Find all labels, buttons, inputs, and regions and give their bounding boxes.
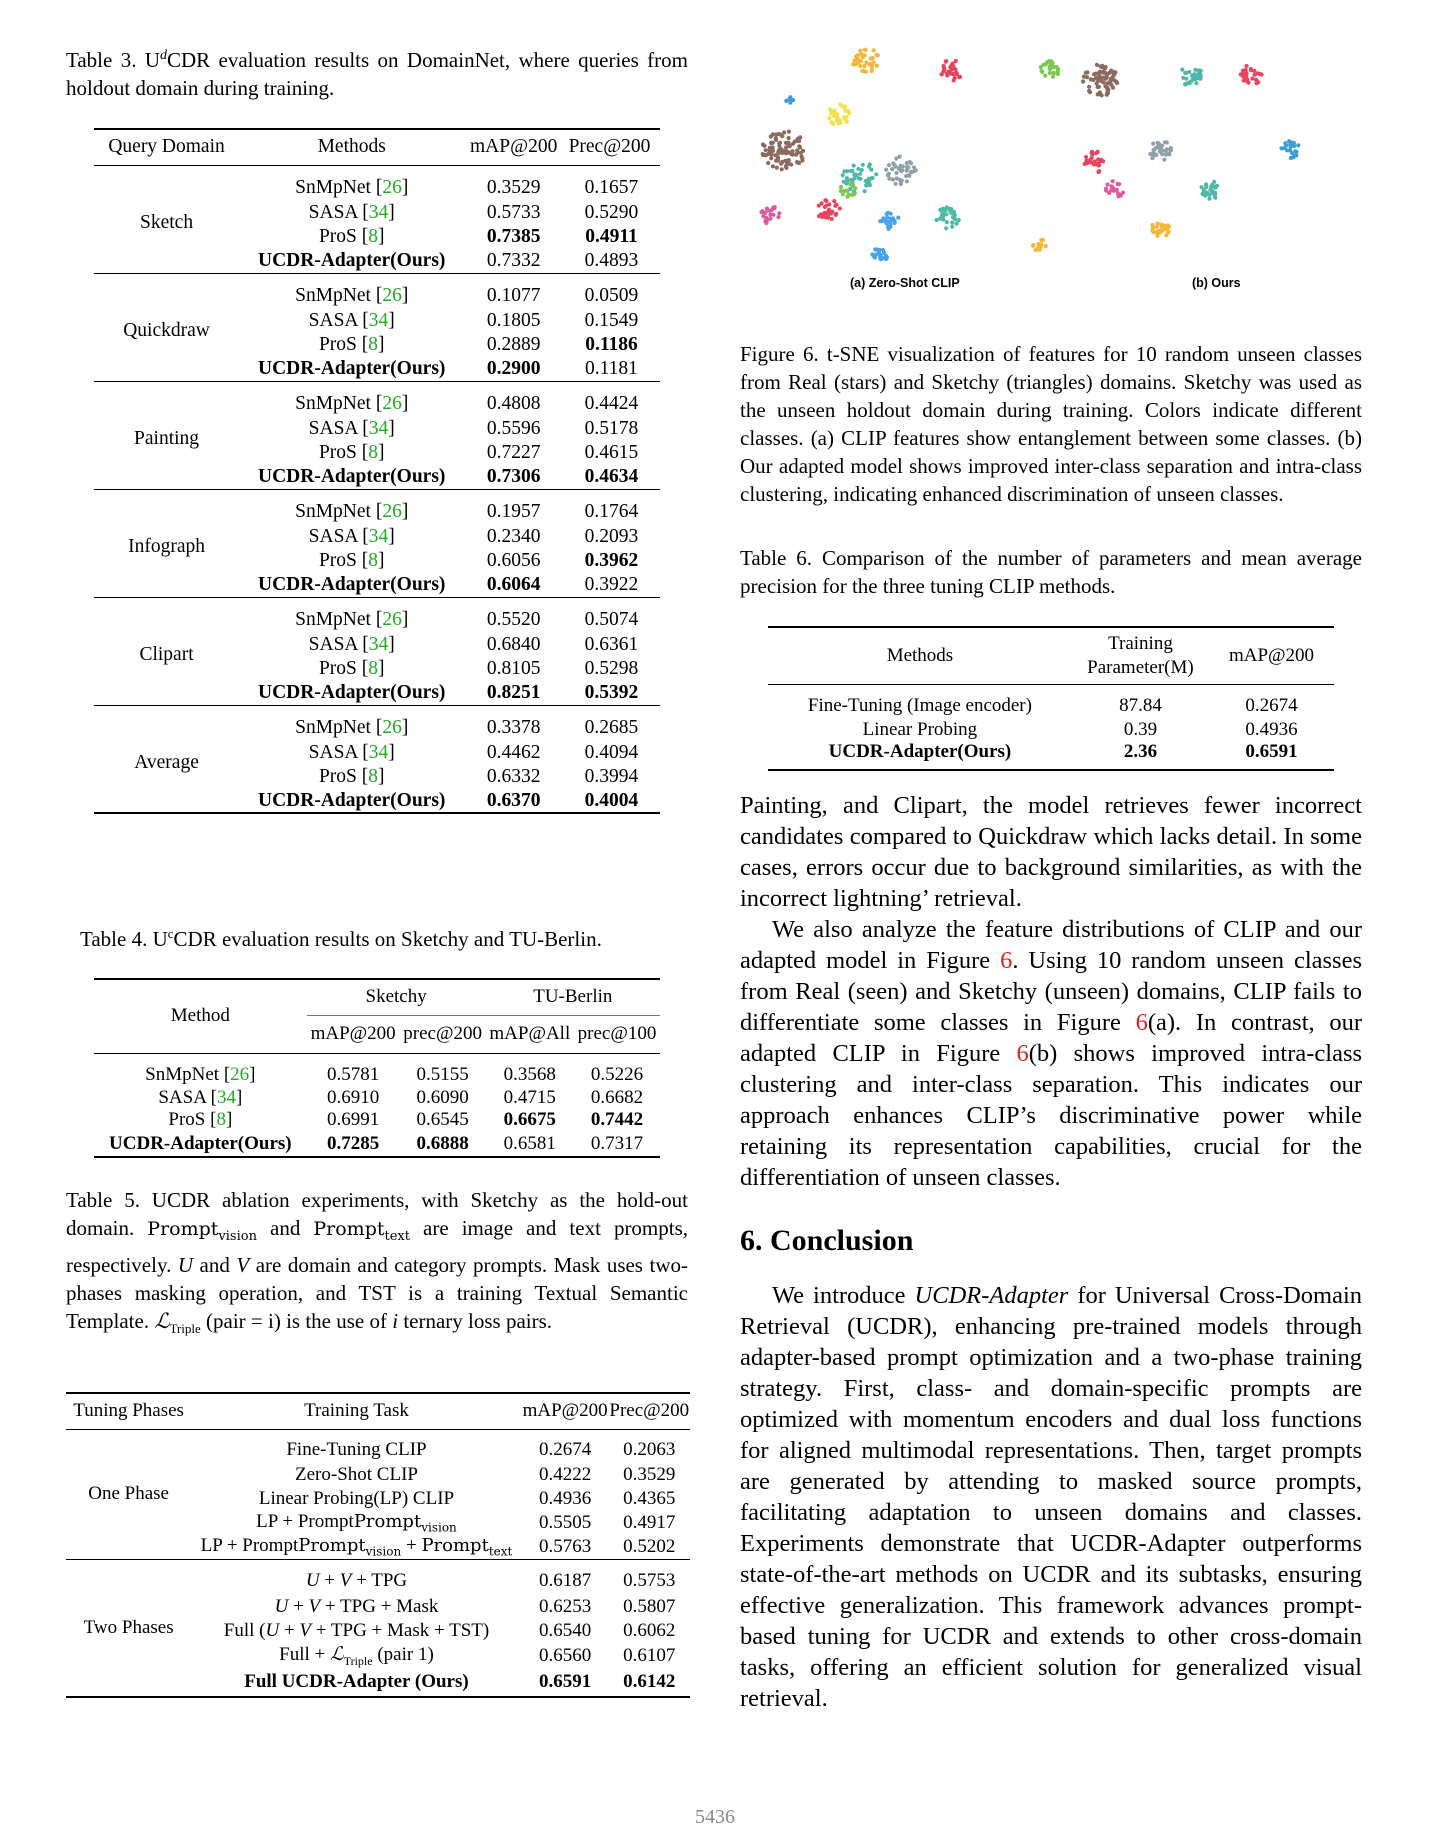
t3-method: SASA [34] [308,418,395,439]
conclusion-paragraph: We introduce UCDR-Adapter for Universal Cross-Domain Retrieval (UCDR), enhancing pre-trained models through adapter-based prompt optimization and a two-phase training strategy. First, class- and domain-specific prompts are optimized with momentum encoders and dual loss functions for aligned multimodal representations. Then, target prompts are generated by attending to masked source prompts, facilitating adaptation to unseen domains and classes. Experiments demonstrate that UCDR-Adapter outperforms state-of-the-art methods on UCDR and its subtasks, ensuring effective generalization. This framework advances prompt-based tuning for UCDR and extends to other cross-domain tasks, offering an efficient solution for generalized visual retrieval. [740,1282,1362,1712]
t3-prec: 0.3922 [584,573,639,595]
t5-phase-one: One Phase [88,1483,169,1505]
figure-ref-link[interactable]: 6 [1016,1040,1029,1067]
citation-link[interactable]: 26 [382,501,402,523]
t4-method: ProS [8] [168,1109,233,1130]
tsne-cluster [817,198,842,221]
t6-map: 0.6591 [1245,740,1298,762]
t5-map: 0.4936 [539,1488,592,1509]
table5-caption: Table 5. UCDR ablation experiments, with Sketchy as the hold-out domain. Prompt$_{vision}$ and Prompt$_{text}$ are image and text prompts, respectively. U and V are domain and category prompts. Mask uses two-phases masking operation, and TST is a training Textual Semantic Template. ℒ$_{Triple}$ (pair = i) is the use of i ternary loss pairs. [66,1188,689,1336]
t4-value: 0.7285 [327,1132,380,1154]
table-row [94,273,660,309]
t5-header-prec: Prec@200 [609,1400,690,1422]
t4-value: 0.6581 [503,1132,556,1154]
table-row [94,489,660,525]
t4-value: 0.6090 [416,1087,469,1108]
t5-task: LP + PromptPrompt$_{vision}$ [256,1511,457,1535]
t3-prec: 0.1186 [585,334,638,355]
t5-map: 0.5763 [539,1535,592,1557]
table-row [768,719,1334,741]
t3-map: 0.1957 [486,501,541,523]
citation-link[interactable]: 8 [368,766,378,787]
t3-map: 0.7385 [486,226,541,247]
t3-domain: Infograph [128,536,205,557]
t3-map: 0.6370 [486,789,541,811]
t6-map: 0.4936 [1245,718,1298,740]
t3-method: UCDR-Adapter(Ours) [258,357,446,379]
t5-task: Linear Probing(LP) CLIP [258,1488,455,1509]
t4-value: 0.6675 [503,1109,556,1130]
t6-header-training: Training Parameter(M) [1087,633,1194,678]
t6-method: Fine-Tuning (Image encoder) [807,694,1032,716]
t3-map: 0.4462 [486,742,541,763]
t5-prec: 0.6107 [623,1644,676,1666]
t5-map: 0.6540 [539,1620,592,1642]
t3-header-methods: Methods [317,136,386,158]
citation-link[interactable]: 26 [382,285,402,307]
t3-domain: Painting [134,428,200,449]
t3-domain: Clipart [139,644,194,665]
page-number: 5436 [695,1806,735,1828]
t3-method: ProS [8] [318,442,385,463]
t3-map: 0.2889 [486,334,541,355]
t3-method: UCDR-Adapter(Ours) [258,465,446,487]
t5-map: 0.6187 [539,1570,592,1592]
t3-map: 0.2900 [486,357,541,379]
t3-method: ProS [8] [318,334,385,355]
t4-header-sketchy: Sketchy [307,979,486,1015]
t5-map: 0.4222 [539,1464,592,1485]
t3-method: UCDR-Adapter(Ours) [258,789,446,811]
tsne-cluster [1150,221,1171,238]
t3-map: 0.3529 [486,177,541,199]
t5-phase-two: Two Phases [83,1616,174,1638]
t4-method: UCDR-Adapter(Ours) [109,1132,292,1154]
table5 [66,1392,690,1698]
t3-method: ProS [8] [318,226,385,247]
tsne-cluster [1200,180,1220,201]
citation-link[interactable]: 34 [216,1087,236,1108]
t4-value: 0.5226 [590,1064,644,1086]
figure-ref-link[interactable]: 6 [1135,1009,1148,1036]
t3-prec: 0.4615 [584,442,639,463]
t3-map: 0.5596 [486,418,541,439]
t5-header-map: mAP@200 [522,1400,608,1422]
t3-prec: 0.1181 [585,357,638,379]
t3-method: ProS [8] [318,658,385,679]
tsne-cluster [1083,150,1106,174]
t3-prec: 0.4634 [584,465,639,487]
t3-method: SnMpNet [26] [295,501,409,523]
t3-map: 0.8251 [486,681,541,703]
t5-header-task: Training Task [304,1400,409,1422]
t4-value: 0.3568 [503,1064,556,1086]
table-row [94,1053,660,1087]
t4-value: 0.6545 [416,1109,469,1130]
t5-map: 0.6560 [539,1644,592,1666]
t3-header-domain: Query Domain [108,136,225,158]
t3-map: 0.5520 [486,609,541,631]
section-heading-conclusion: 6. Conclusion [740,1224,914,1257]
t3-method: UCDR-Adapter(Ours) [258,249,446,271]
t5-map: 0.5505 [539,1512,592,1533]
t3-method: SASA [34] [308,742,395,763]
t5-map: 0.6253 [539,1596,592,1618]
t3-prec: 0.5392 [584,681,639,703]
t6-method: Linear Probing [862,718,978,740]
citation-link[interactable]: 8 [368,334,378,355]
citation-link[interactable]: 34 [368,418,389,439]
t6-params: 0.39 [1123,718,1158,740]
t5-task: Full + ℒ$_{Triple}$ (pair 1) [279,1644,434,1668]
t3-prec: 0.4424 [584,393,639,415]
citation-link[interactable]: 34 [368,202,389,223]
t3-map: 0.7306 [486,465,541,487]
t3-domain: Quickdraw [123,320,210,341]
table3 [94,128,660,814]
tsne-cluster [878,211,900,231]
t3-prec: 0.5074 [584,609,639,631]
table-row [94,381,660,417]
table6 [768,626,1334,771]
t3-prec: 0.4094 [584,742,639,763]
t3-method: UCDR-Adapter(Ours) [258,681,446,703]
tsne-cluster [827,103,851,126]
citation-link[interactable]: 34 [368,634,389,655]
t5-task: LP + PromptPrompt$_{vision}$ + Prompt$_{text}$ [200,1535,513,1559]
citation-link[interactable]: 8 [368,658,378,679]
tsne-cluster [1180,68,1203,87]
citation-link[interactable]: 34 [368,526,389,547]
t3-prec: 0.5290 [584,202,639,223]
t5-prec: 0.6062 [623,1620,676,1642]
t3-map: 0.5733 [486,202,541,223]
figure-ref-link[interactable]: 6 [1000,947,1013,974]
t3-method: SnMpNet [26] [295,717,409,739]
t5-prec: 0.2063 [623,1439,676,1461]
t3-prec: 0.4893 [584,249,639,271]
table-row [94,1087,660,1109]
t4-subheader: prec@100 [577,1023,657,1044]
t4-value: 0.6888 [416,1132,469,1154]
t3-method: SnMpNet [26] [295,393,409,415]
t5-task: U + V + TPG + Mask [274,1596,439,1618]
t4-method: SASA [34] [158,1087,243,1108]
table-row [94,1131,660,1157]
t4-value: 0.6910 [327,1087,380,1108]
t3-method: SASA [34] [308,202,395,223]
t3-method: ProS [8] [318,766,385,787]
t5-prec: 0.3529 [623,1464,676,1485]
t3-prec: 0.6361 [584,634,639,655]
table-row [66,1559,690,1595]
t3-method: UCDR-Adapter(Ours) [258,573,446,595]
tsne-cluster [1039,59,1060,79]
tsne-cluster [935,206,961,231]
t3-prec: 0.1764 [584,501,639,523]
t3-method: SASA [34] [308,310,395,331]
t3-map: 0.7332 [486,249,541,271]
tsne-cluster [1279,139,1300,160]
t3-method: ProS [8] [318,550,385,571]
t3-method: SASA [34] [308,634,395,655]
t6-method: UCDR-Adapter(Ours) [828,740,1012,762]
t3-method: SnMpNet [26] [295,177,409,199]
t4-value: 0.4715 [503,1087,556,1108]
figure6-caption: Figure 6. t-SNE visualization of features for 10 random unseen classes from Real (stars) and Sketchy (triangles) domains. Sketchy was used as the unseen holdout domain during training. Colors indicate different classes. (a) CLIP features show entanglement between some classes. (b) Our adapted model shows improved inter-class separation and intra-class clustering, indicating enhanced discrimination of unseen classes. [740,342,1362,506]
t3-map: 0.6332 [486,766,541,787]
t6-params: 87.84 [1119,694,1162,716]
t5-map: 0.6591 [539,1671,592,1693]
t5-prec: 0.5753 [623,1570,676,1592]
t3-prec: 0.2093 [584,526,639,547]
table3-caption: Table 3. $U^dCDR$ evaluation results on DomainNet, where queries from holdout domain during training. [66,48,688,100]
t5-prec: 0.4365 [623,1488,676,1509]
citation-link[interactable]: 26 [382,609,402,631]
t3-prec: 0.4004 [584,789,639,811]
citation-link[interactable]: 26 [382,393,402,415]
t3-prec: 0.4911 [585,226,638,247]
tsne-cluster [761,130,806,172]
figure6-tsne [740,40,1362,290]
citation-link[interactable]: 34 [368,742,389,763]
t4-subheader: mAP@200 [310,1023,396,1044]
t3-domain: Average [134,751,199,773]
t3-prec: 0.5178 [584,418,639,439]
citation-link[interactable]: 26 [382,717,402,739]
t3-header-map: mAP@200 [470,136,558,158]
t3-prec: 0.0509 [584,285,639,307]
t4-value: 0.7442 [590,1109,644,1130]
table-row [94,1109,660,1131]
t3-map: 0.3378 [486,717,541,739]
t4-header-tuberlin: TU-Berlin [486,979,660,1015]
t5-map: 0.2674 [539,1439,592,1461]
t6-header-methods: Methods [886,645,954,666]
t5-prec: 0.5807 [623,1596,676,1618]
table4 [94,978,660,1158]
t3-method: SnMpNet [26] [295,285,409,307]
t3-map: 0.6840 [486,634,541,655]
t3-map: 0.1077 [486,285,541,307]
t3-prec: 0.5298 [584,658,639,679]
t3-map: 0.2340 [486,526,541,547]
t4-value: 0.6682 [590,1087,644,1108]
table6-caption: Table 6. Comparison of the number of parameters and mean average precision for the three tuning CLIP methods. [740,546,1362,598]
tsne-cluster [940,59,963,83]
t6-map: 0.2674 [1245,694,1298,716]
t4-subheader: mAP@All [489,1023,571,1044]
t3-map: 0.8105 [486,658,541,679]
t5-task: Fine-Tuning CLIP [286,1439,427,1461]
t4-method: SnMpNet [26] [145,1064,256,1086]
t4-header-method: Method [170,1005,230,1027]
citation-link[interactable]: 8 [368,442,378,463]
t3-map: 0.4808 [486,393,541,415]
t3-method: SASA [34] [308,526,395,547]
t3-map: 0.6056 [486,550,541,571]
t3-prec: 0.3994 [584,766,639,787]
t5-prec: 0.6142 [623,1671,676,1693]
t3-domain: Sketch [140,212,194,233]
table4-caption: Table 4. $U^cCDR$ evaluation results on Sketchy and TU-Berlin. [80,926,602,951]
tsne-cluster [1104,179,1125,198]
tsne-cluster [1081,63,1119,98]
citation-link[interactable]: 8 [368,550,378,571]
citation-link[interactable]: 34 [368,310,389,331]
t5-task: Zero-Shot CLIP [295,1464,418,1485]
tsne-cluster [851,48,880,74]
t3-map: 0.6064 [486,573,541,595]
t5-prec: 0.5202 [623,1535,676,1557]
t4-value: 0.6991 [327,1109,380,1130]
figure6-label-b: (b) Ours [1192,276,1241,290]
figure6-label-a: (a) Zero-Shot CLIP [850,276,960,290]
table-row [94,705,660,741]
t6-params: 2.36 [1123,740,1158,762]
t3-prec: 0.1549 [584,310,639,331]
table-row [94,597,660,633]
t4-value: 0.5781 [327,1064,380,1086]
tsne-cluster [760,205,782,225]
t3-map: 0.1805 [486,310,541,331]
t3-header-prec: Prec@200 [568,136,651,158]
t4-subheader: prec@200 [403,1023,482,1044]
citation-link[interactable]: 8 [368,226,378,247]
tsne-cluster [1239,64,1264,85]
t6-header-map: mAP@200 [1228,645,1315,666]
t3-prec: 0.1657 [584,177,639,199]
t4-value: 0.7317 [590,1132,644,1154]
table-row [768,741,1334,770]
t4-value: 0.5155 [416,1064,469,1086]
paragraph-2: We also analyze the feature distributions of CLIP and our adapted model in Figure 6. Using 10 random unseen classes from Real (seen) and Sketchy (unseen) domains, CLIP fails to differentiate some classes in Figure 6(a). In contrast, our adapted CLIP in Figure 6(b) shows improved intra-class clustering and inter-class separation. This indicates our approach enhances CLIP’s discriminative power while retaining its representation capabilities, crucial for the differentiation of unseen classes. [740,916,1363,1191]
tsne-cluster [884,155,918,187]
t5-header-phases: Tuning Phases [73,1400,184,1422]
citation-link[interactable]: 26 [382,177,402,199]
citation-link[interactable]: 8 [216,1109,226,1130]
t5-task: Full (U + V + TPG + Mask + TST) [223,1620,490,1642]
citation-link[interactable]: 26 [230,1064,250,1086]
t3-method: SnMpNet [26] [295,609,409,631]
t5-task: U + V + TPG [305,1570,408,1592]
tsne-cluster [784,95,795,105]
t5-prec: 0.4917 [623,1512,676,1533]
tsne-cluster [1031,238,1048,252]
tsne-cluster [870,247,889,261]
table-row [66,1429,690,1463]
t5-task: Full UCDR-Adapter (Ours) [244,1671,469,1693]
paragraph-1: Painting, and Clipart, the model retrieves fewer incorrect candidates compared to Quickdraw which lacks detail. In some cases, errors occur due to background similarities, as with the incorrect lightning’ retrieval. [740,792,1362,912]
table-row [768,685,1334,719]
table-row [94,165,660,201]
t3-prec: 0.3962 [584,550,639,571]
t3-map: 0.7227 [486,442,541,463]
tsne-cluster [1148,140,1173,162]
t3-prec: 0.2685 [584,717,639,739]
